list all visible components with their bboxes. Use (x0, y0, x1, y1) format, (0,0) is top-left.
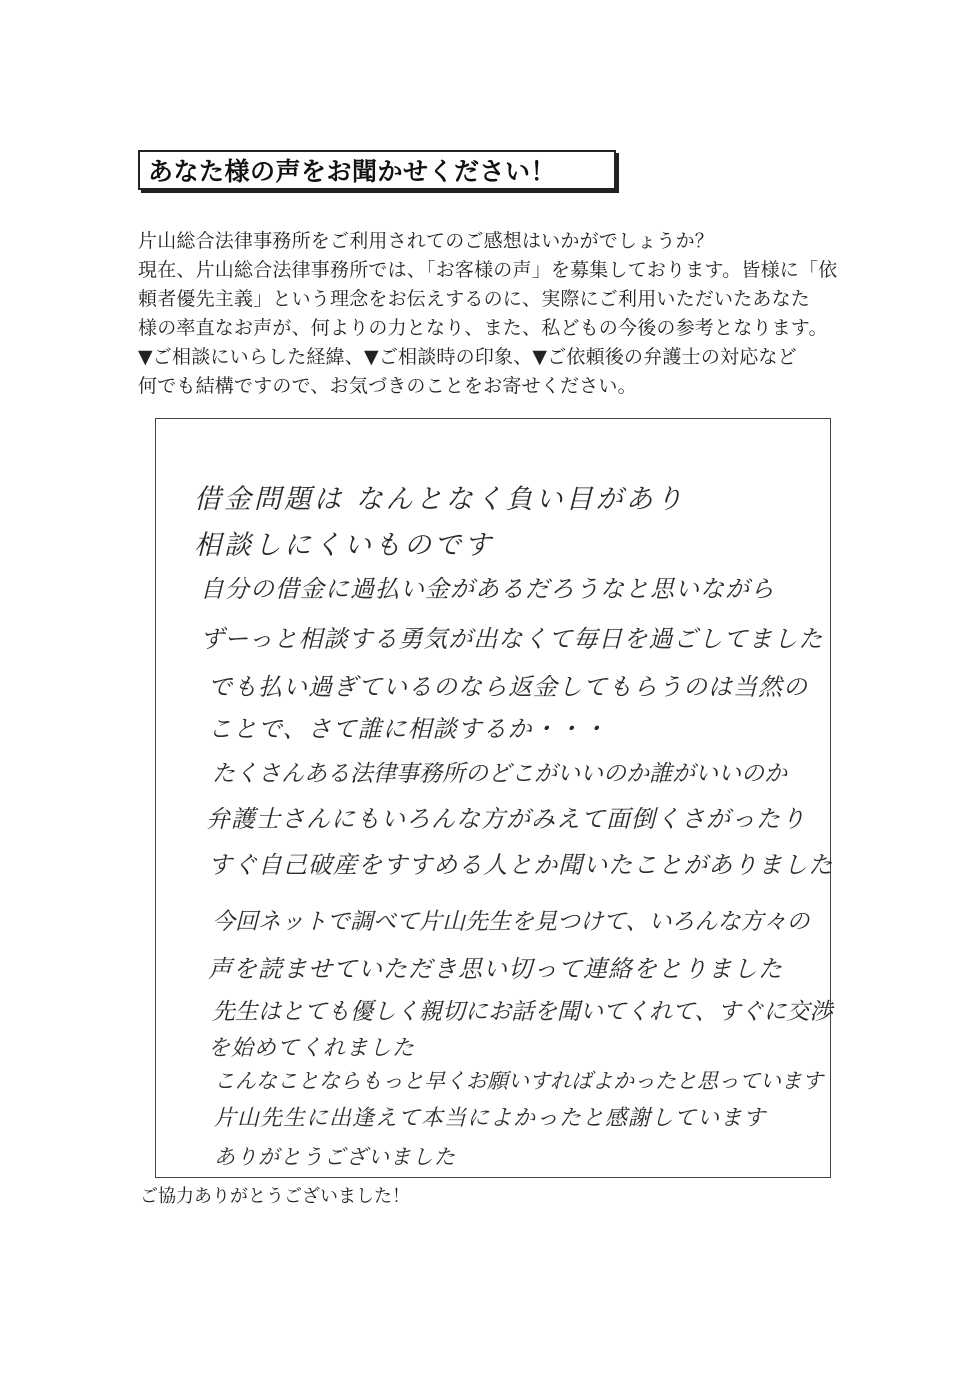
closing-text: ご協力ありがとうございました！ (140, 1186, 410, 1207)
intro-line: 現在、片山総合法律事務所では、「お客様の声」を募集しております。皆様に「依 (138, 259, 838, 281)
handwritten-line: すぐ自己破産をすすめる人とか聞いたことがありました (208, 851, 834, 879)
handwritten-line: 借金問題は なんとなく負い目があり (194, 484, 686, 515)
handwritten-line: ずーっと相談する勇気が出なくて毎日を過ごしてました (200, 625, 824, 653)
intro-line: 片山総合法律事務所をご利用されてのご感想はいかがでしょうか？ (138, 230, 715, 252)
intro-line: 何でも結構ですので、お気づきのことをお寄せください。 (138, 375, 637, 397)
handwritten-line: 片山先生に出逢えて本当によかったと感謝しています (214, 1106, 767, 1131)
intro-line: 頼者優先主義」という理念をお伝えするのに、実際にご利用いただいたあなた (138, 288, 811, 310)
intro-line: 様の率直なお声が、何よりの力となり、また、私どもの今後の参考となります。 (138, 317, 828, 339)
handwritten-line: 今回ネットで調べて片山先生を見つけて、いろんな方々の (212, 909, 810, 935)
page-title: あなた様の声をお聞かせください！ (148, 157, 557, 186)
handwritten-comment-box (155, 418, 834, 1178)
handwritten-line: 先生はとても優しく親切にお話を聞いてくれて、すぐに交渉 (212, 999, 833, 1025)
intro-line: ▼ご相談にいらした経緯、▼ご相談時の印象、▼ご依頼後の弁護士の対応など (138, 346, 797, 368)
handwritten-line: でも払い過ぎているのなら返金してもらうのは当然の (208, 673, 808, 701)
handwritten-line: たくさんある法律事務所のどこがいいのか誰がいいのか (212, 761, 787, 787)
handwritten-line: 声を読ませていただき思い切って連絡をとりました (208, 955, 783, 983)
handwritten-line: 相談しにくいものです (194, 530, 494, 561)
intro-text (138, 227, 858, 401)
handwritten-line: を始めてくれました (208, 1036, 416, 1061)
handwritten-line: 自分の借金に過払い金があるだろうなと思いながら (200, 575, 775, 603)
handwritten-line: ことで、さて誰に相談するか・・・ (208, 715, 608, 743)
heading-box (138, 150, 616, 190)
handwritten-line: こんなことならもっと早くお願いすればよかったと思っています (214, 1069, 823, 1093)
handwritten-line: 弁護士さんにもいろんな方がみえて面倒くさがったり (206, 805, 806, 833)
handwritten-line: ありがとうございました (214, 1145, 456, 1169)
